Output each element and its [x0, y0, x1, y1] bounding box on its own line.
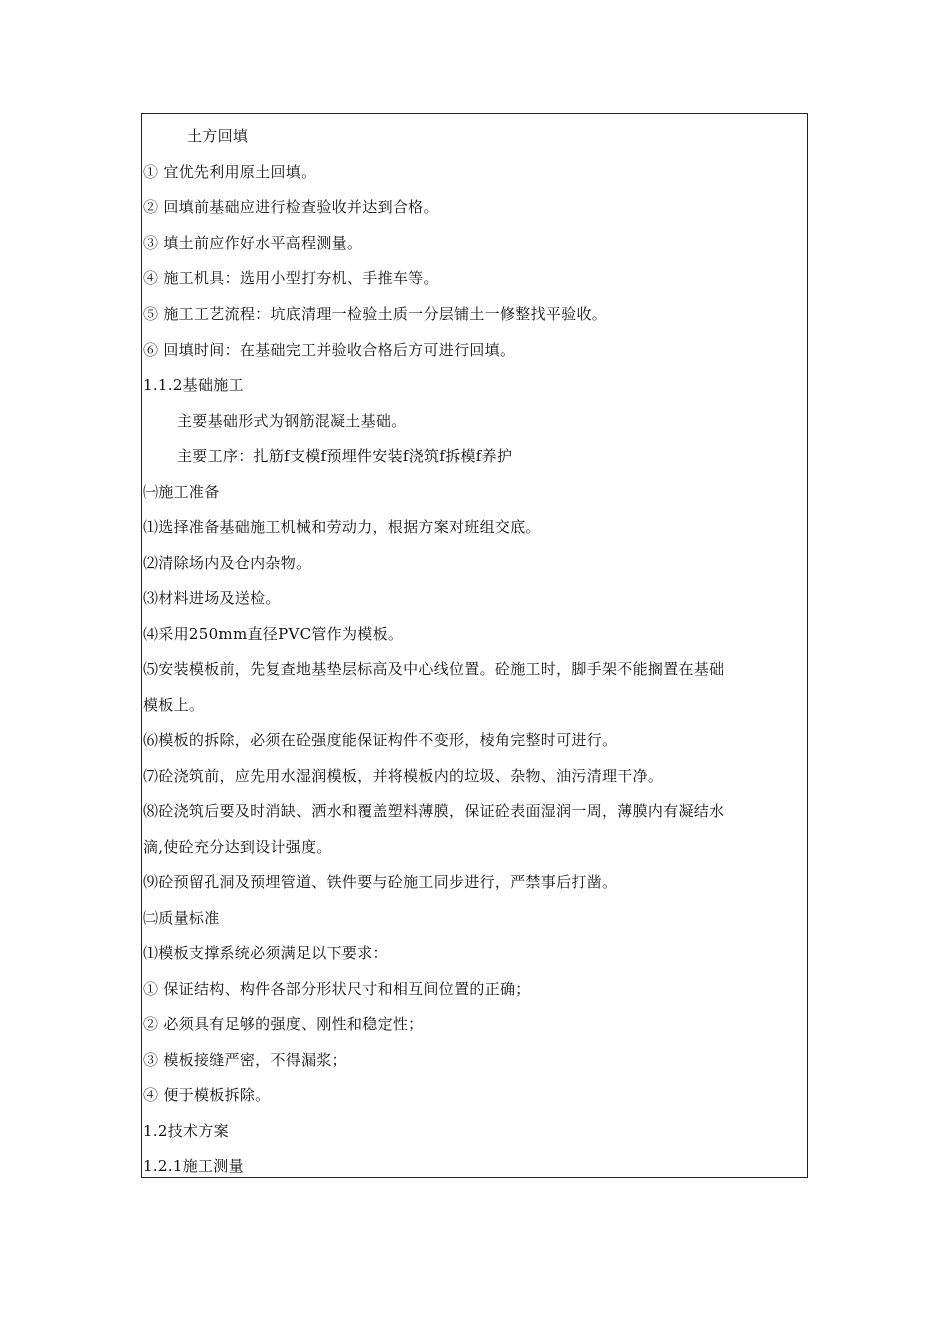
text-line: ③ 模板接缝严密，不得漏浆； [143, 1051, 347, 1069]
text-line: ⑶材料进场及送检。 [143, 589, 281, 607]
text-line: ⑺砼浇筑前，应先用水湿润模板，并将模板内的垃圾、杂物、油污清理干净。 [143, 767, 664, 785]
text-line: ⑼砼预留孔洞及预埋管道、铁件要与砼施工同步进行，严禁事后打凿。 [143, 873, 618, 891]
text-line: ④ 施工机具：选用小型打夯机、手推车等。 [143, 269, 439, 287]
text-line: ⑴模板支撑系统必须满足以下要求： [143, 944, 388, 962]
text-line: ⑻砼浇筑后要及时消缺、洒水和覆盖塑料薄膜，保证砼表面湿润一周，薄膜内有凝结水 [143, 802, 725, 820]
text-line: ⑴选择准备基础施工机械和劳动力，根据方案对班组交底。 [143, 518, 541, 536]
text-line: ⑵清除场内及仓内杂物。 [143, 554, 312, 572]
text-line: ② 必须具有足够的强度、刚性和稳定性； [143, 1015, 424, 1033]
subsection-heading: ㈠施工准备 [143, 483, 220, 501]
text-line: ⑤ 施工工艺流程：坑底清理一检验土质一分层铺土一修整找平验收。 [143, 305, 608, 323]
text-line: ① 保证结构、构件各部分形状尺寸和相互间位置的正确； [143, 980, 531, 998]
text-line: ① 宜优先利用原土回填。 [143, 163, 317, 181]
section-heading: 1.2.1施工测量 [143, 1157, 244, 1175]
heading-earth-backfill: 土方回填 [187, 127, 249, 145]
text-line: 滴,使砼充分达到设计强度。 [143, 838, 332, 856]
text-line: ③ 填土前应作好水平高程测量。 [143, 234, 363, 252]
text-line: ② 回填前基础应进行检查验收并达到合格。 [143, 198, 439, 216]
text-line: ⑹模板的拆除，必须在砼强度能保证构件不变形，棱角完整时可进行。 [143, 731, 618, 749]
section-heading: 1.1.2基础施工 [143, 376, 244, 394]
text-line: ④ 便于模板拆除。 [143, 1086, 271, 1104]
text-line: 主要基础形式为钢筋混凝土基础。 [177, 412, 407, 430]
text-line: ⑥ 回填时间：在基础完工并验收合格后方可进行回填。 [143, 341, 516, 359]
section-heading: 1.2技术方案 [143, 1122, 229, 1140]
text-line: ⑸安装模板前，先复查地基垫层标高及中心线位置。砼施工时，脚手架不能搁置在基础 [143, 660, 725, 678]
subsection-heading: ㈡质量标准 [143, 909, 220, 927]
text-line: 主要工序：扎筋f支模f预埋件安装f浇筑f拆模f养护 [177, 447, 513, 465]
text-line: ⑷采用250mm直径PVC管作为模板。 [143, 625, 404, 643]
text-line: 模板上。 [143, 696, 205, 714]
